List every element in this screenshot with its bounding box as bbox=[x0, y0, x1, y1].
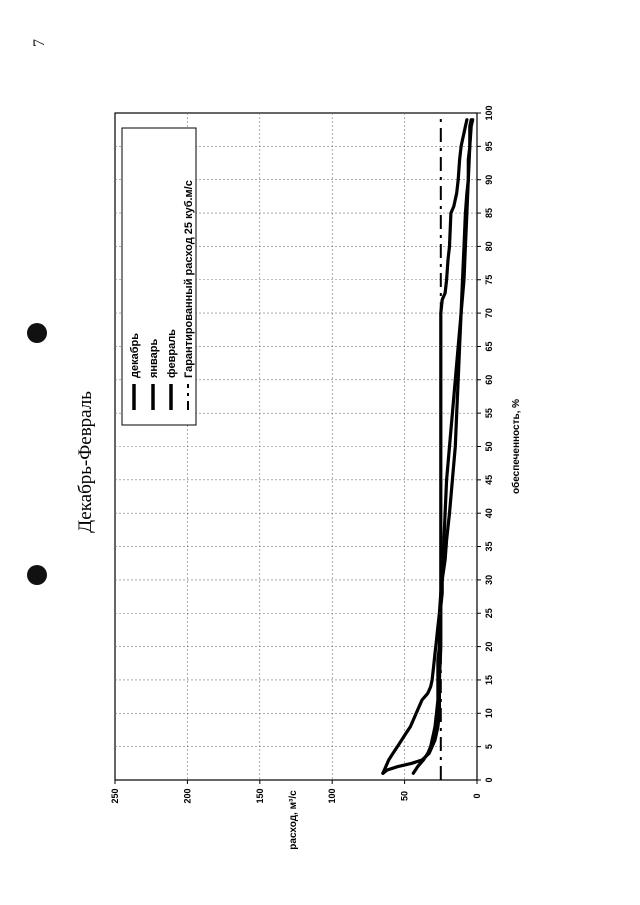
x-tick-label: 90 bbox=[484, 174, 494, 185]
x-axis-label: обеспеченность, % bbox=[511, 398, 522, 495]
x-tick-label: 55 bbox=[484, 408, 494, 419]
y-tick-label: 100 bbox=[327, 788, 338, 804]
x-tick-label: 35 bbox=[484, 541, 494, 552]
x-tick-label: 95 bbox=[484, 141, 494, 152]
x-tick-label: 100 bbox=[484, 105, 494, 121]
x-tick-label: 50 bbox=[484, 441, 494, 452]
x-tick-label: 75 bbox=[484, 274, 494, 285]
x-tick-label: 85 bbox=[484, 208, 494, 219]
x-tick-label: 70 bbox=[484, 308, 494, 319]
x-tick-label: 45 bbox=[484, 474, 494, 485]
legend bbox=[122, 128, 196, 425]
y-tick-label: 150 bbox=[254, 788, 265, 804]
x-tick-label: 5 bbox=[484, 744, 494, 750]
y-axis-label: расход, м³/с bbox=[288, 790, 299, 850]
x-tick-label: 0 bbox=[484, 777, 494, 783]
x-tick-label: 25 bbox=[484, 608, 494, 619]
y-tick-label: 0 bbox=[472, 793, 482, 799]
legend-label-3: Гарантированный расход 25 куб.м/с bbox=[183, 180, 195, 378]
x-tick-label: 40 bbox=[484, 508, 494, 519]
x-tick-label: 65 bbox=[484, 341, 494, 352]
x-tick-label: 60 bbox=[484, 374, 494, 385]
x-tick-label: 20 bbox=[484, 641, 494, 652]
x-tick-label: 30 bbox=[484, 574, 494, 585]
legend-label-1: январь bbox=[148, 338, 160, 378]
y-tick-label: 250 bbox=[110, 788, 120, 804]
legend-label-2: февраль bbox=[166, 329, 178, 378]
chart-title: Декабрь-Февраль bbox=[75, 391, 96, 533]
y-tick-label: 200 bbox=[182, 788, 193, 804]
x-tick-label: 15 bbox=[484, 674, 494, 685]
legend-label-0: декабрь bbox=[129, 333, 141, 378]
x-tick-label: 80 bbox=[484, 241, 494, 252]
page-number: 7 bbox=[31, 39, 48, 47]
x-tick-label: 10 bbox=[484, 708, 494, 719]
y-tick-label: 50 bbox=[399, 790, 410, 802]
